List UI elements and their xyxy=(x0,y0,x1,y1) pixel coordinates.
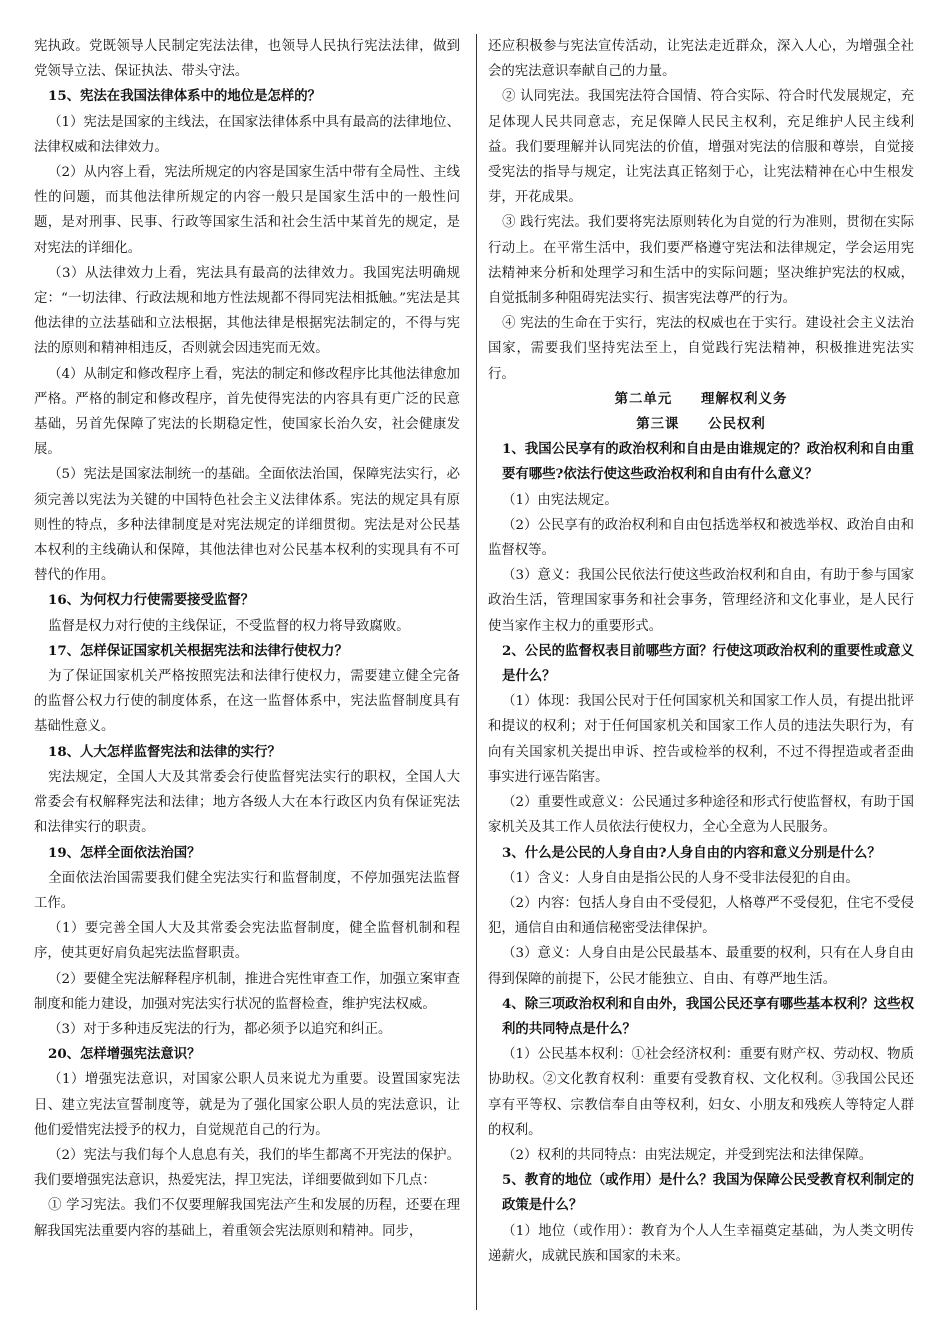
right-column xyxy=(488,34,914,1269)
left-column xyxy=(34,34,460,1244)
question-heading: 18、人大怎样监督宪法和法律的实行？ xyxy=(48,743,281,760)
paragraph: （1）要完善全国人大及其常委会宪法监督制度，健全监督机制和程序，使其更好肩负起宪法监督职责。 xyxy=(34,921,460,962)
paragraph: （4）从制定和修改程序上看，宪法的制定和修改程序比其他法律愈加严格。严格的制定和修改程序，首先使得宪法的内容具有更广泛的民意基础，另首先保障了宪法的长期稳定性，使国家长治久安，社会健康发展。 xyxy=(34,366,460,458)
paragraph: （1）宪法是国家的主线法，在国家法律体系中具有最高的法律地位、法律权威和法律效力。 xyxy=(34,114,460,155)
paragraph: （2）内容：包括人身自由不受侵犯，人格尊严不受侵犯，住宅不受侵犯，通信自由和通信秘密受法律保护。 xyxy=(488,895,914,937)
paragraph: （1）公民基本权利：①社会经济权利：重要有财产权、劳动权、物质协助权。②文化教育权利：重要有受教育权、文化权利。③我国公民还享有平等权、宗教信奉自由等权利，妇女、小朋友和残疾人等特定人群的权利。 xyxy=(488,1047,914,1138)
paragraph: （2）要健全宪法解释程序机制，推进合宪性审查工作，加强立案审查制度和能力建设，加强对宪法实行状况的监督检查，维护宪法权威。 xyxy=(34,971,460,1012)
paragraph: （2）宪法与我们每个人息息有关，我们的毕生都离不开宪法的保护。我们要增强宪法意识，热爱宪法，捍卫宪法，详细要做到如下几点： xyxy=(34,1147,460,1189)
question-heading: 20、怎样增强宪法意识？ xyxy=(48,1046,201,1063)
paragraph: 监督是权力对行使的主线保证，不受监督的权力将导致腐败。 xyxy=(48,618,410,634)
paragraph: （3）意义：人身自由是公民最基本、最重要的权利，只有在人身自由得到保障的前提下，公民才能独立、自由、有尊严地生活。 xyxy=(488,946,914,987)
paragraph: （2）重要性或意义：公民通过多种途径和形式行使监督权，有助于国家机关及其工作人员依法行使权力，全心全意为人民服务。 xyxy=(488,795,914,836)
question-heading: 2、公民的监督权表目前哪些方面？行使这项政治权利的重要性或意义是什么？ xyxy=(502,642,914,685)
paragraph: （3）从法律效力上看，宪法具有最高的法律效力。我国宪法明确规定：“一切法律、行政法规和地方性法规都不得同宪法相抵触。”宪法是其他法律的立法基础和立法根据，其他法律是根据宪法制定的，不得与宪法的原则和精神相违反，否则就会因违宪而无效。 xyxy=(34,265,460,357)
paragraph: （5）宪法是国家法制统一的基础。全面依法治国，保障宪法实行，必须完善以宪法为关键的中国特色社会主义法律体系。宪法的规定具有原则性的特点，多种法律制度是对宪法规定的详细贯彻。宪法是对公民基本权利的主线确认和保障，其他法律也对公民基本权利的实现具有不可替代的作用。 xyxy=(34,467,460,584)
question-heading: 19、怎样全面依法治国？ xyxy=(48,844,201,861)
paragraph: 宪法规定，全国人大及其常委会行使监督宪法实行的职权，全国人大常委会有权解释宪法和法律；地方各级人大在本行政区内负有保证宪法和法律实行的职责。 xyxy=(34,769,460,836)
paragraph: 全面依法治国需要我们健全宪法实行和监督制度，不停加强宪法监督工作。 xyxy=(34,870,460,911)
paragraph: ② 认同宪法。我国宪法符合国情、符合实际、符合时代发展规定，充足体现人民共同意志，充足保障人民民主权利，充足维护人民主线利益。我们要理解并认同宪法的价值，增强对宪法的信服和尊崇，自觉接受宪法的指导与规定，让宪法真正铭刻于心，让宪法精神在心中生根发芽，开花成果。 xyxy=(488,89,914,206)
column-divider xyxy=(476,34,477,1310)
paragraph: （2）从内容上看，宪法所规定的内容是国家生活中带有全局性、主线性的问题，而其他法律所规定的内容一般只是国家生活中的一般性问题，是对刑事、民事、行政等国家生活和社会生活中某首先的规定，是对宪法的详细化。 xyxy=(34,165,460,256)
question-heading: 3、什么是公民的人身自由?人身自由的内容和意义分别是什么？ xyxy=(502,844,881,861)
paragraph: （2）公民享有的政治权利和自由包括选举权和被选举权、政治自由和监督权等。 xyxy=(488,517,914,559)
question-heading: 5、教育的地位（或作用）是什么？我国为保障公民受教育权利制定的政策是什么？ xyxy=(502,1172,914,1214)
paragraph: 为了保证国家机关严格按照宪法和法律行使权力，需要建立健全完备的监督公权力行使的制度体系，在这一监督体系中，宪法监督制度具有基础性意义。 xyxy=(34,669,460,735)
paragraph: （1）地位（或作用）：教育为个人人生幸福奠定基础，为人类文明传递薪火，成就民族和国家的未来。 xyxy=(488,1223,914,1264)
question-heading: 1、我国公民享有的政治权利和自由是由谁规定的？政治权利和自由重要有哪些?依法行使这些政治权利和自由有什么意义？ xyxy=(502,441,914,483)
section-title: 第二单元 理解权利义务 xyxy=(614,390,788,407)
question-heading: 4、除三项政治权利和自由外，我国公民还享有哪些基本权利？这些权利的共同特点是什么？ xyxy=(502,995,914,1037)
question-heading: 17、怎样保证国家机关根据宪法和法律行使权力？ xyxy=(48,642,348,659)
paragraph: （3）意义：我国公民依法行使这些政治权利和自由，有助于参与国家政治生活，管理国家事务和社会事务，管理经济和文化事业，是人民行使当家作主权力的重要形式。 xyxy=(488,568,914,634)
paragraph: （1）由宪法规定。 xyxy=(502,492,618,508)
paragraph: （1）体现：我国公民对于任何国家机关和国家工作人员，有提出批评和提议的权利；对于任何国家机关和国家工作人员的违法失职行为，有向有关国家机关提出申诉、控告或检举的权利，不过不得捏造或者歪曲事实进行诬告陷害。 xyxy=(488,694,914,785)
question-heading: 15、宪法在我国法律体系中的地位是怎样的？ xyxy=(48,88,322,105)
section-title: 第三课 公民权利 xyxy=(636,416,766,433)
paragraph: ① 学习宪法。我们不仅要理解我国宪法产生和发展的历程，还要在理解我国宪法重要内容的基础上，着重领会宪法原则和精神。同步， xyxy=(34,1198,460,1239)
paragraph: （3）对于多种违反宪法的行为，都必须予以追究和纠正。 xyxy=(48,1021,392,1037)
question-heading: 16、为何权力行使需要接受监督？ xyxy=(48,592,255,609)
paragraph: 还应积极参与宪法宣传活动，让宪法走近群众，深入人心，为增强全社会的宪法意识奉献自己的力量。 xyxy=(488,39,914,80)
paragraph: 宪执政。党既领导人民制定宪法法律，也领导人民执行宪法法律，做到党领导立法、保证执法、带头守法。 xyxy=(34,39,460,80)
paragraph: （2）权利的共同特点：由宪法规定，并受到宪法和法律保障。 xyxy=(502,1147,873,1163)
paragraph: （1）含义：人身自由是指公民的人身不受非法侵犯的自由。 xyxy=(502,870,859,886)
paragraph: ④ 宪法的生命在于实行，宪法的权威也在于实行。建设社会主义法治国家，需要我们坚持宪法至上，自觉践行宪法精神，积极推进宪法实行。 xyxy=(488,316,914,382)
paragraph: （1）增强宪法意识，对国家公职人员来说尤为重要。设置国家宪法日、建立宪法宣誓制度等，就是为了强化国家公职人员的宪法意识，让他们爱惜宪法授予的权力，自觉规范自己的行为。 xyxy=(34,1072,460,1138)
paragraph: ③ 践行宪法。我们要将宪法原则转化为自觉的行为准则，贯彻在实际行动上。在平常生活中，我们要严格遵守宪法和法律规定，学会运用宪法精神来分析和处理学习和生活中的实际问题；坚决维护宪法的权威，自觉抵制多种阻碍宪法实行、损害宪法尊严的行为。 xyxy=(488,215,914,307)
